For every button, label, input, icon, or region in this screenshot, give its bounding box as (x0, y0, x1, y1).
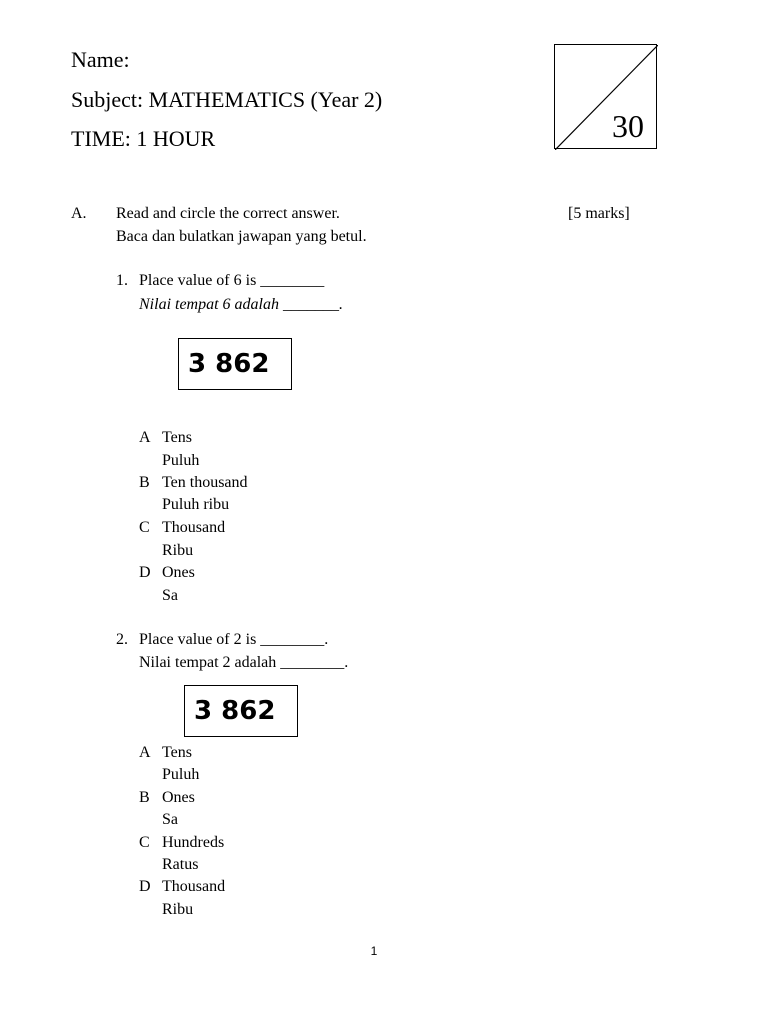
name-label: Name: (71, 47, 130, 72)
option-text-en: Tens (162, 429, 192, 446)
option-key: D (139, 878, 151, 895)
score-box (554, 44, 657, 149)
score-total: 30 (612, 108, 644, 144)
number-box: 3 862 (178, 338, 292, 390)
question-prompt-en: Place value of 6 is ________ (139, 272, 325, 289)
option-text-ms: Sa (162, 587, 178, 604)
section-instruction-en: Read and circle the correct answer. (116, 205, 340, 222)
option-text-ms: Ribu (162, 542, 194, 559)
option-key: B (139, 789, 150, 806)
option-key: C (139, 519, 150, 536)
number-box: 3 862 (184, 685, 298, 737)
question-prompt-en: Place value of 2 is ________. (139, 631, 329, 648)
option-text-ms: Ribu (162, 901, 194, 918)
question-prompt-ms: Nilai tempat 2 adalah ________. (139, 654, 349, 671)
option-key: D (139, 564, 151, 581)
section-marks: [5 marks] (568, 205, 630, 222)
time-label: TIME: 1 HOUR (71, 126, 216, 151)
section-instruction-ms: Baca dan bulatkan jawapan yang betul. (116, 228, 367, 245)
question-number: 1. (116, 272, 128, 289)
option-text-en: Thousand (162, 878, 226, 895)
option-text-en: Thousand (162, 519, 226, 536)
option-key: A (139, 429, 151, 446)
question-prompt-ms: Nilai tempat 6 adalah _______. (139, 296, 343, 313)
option-key: B (139, 474, 150, 491)
option-text-ms: Sa (162, 811, 178, 828)
option-text-en: Hundreds (162, 834, 225, 851)
option-text-en: Ten thousand (162, 474, 248, 491)
section-letter: A. (71, 205, 87, 222)
page-number: 1 (370, 944, 378, 958)
option-text-ms: Puluh (162, 452, 200, 469)
option-text-ms: Puluh ribu (162, 496, 230, 513)
subject-label: Subject: MATHEMATICS (Year 2) (71, 87, 383, 112)
option-key: A (139, 744, 151, 761)
option-text-en: Tens (162, 744, 192, 761)
option-text-ms: Ratus (162, 856, 199, 873)
option-text-ms: Puluh (162, 766, 200, 783)
option-text-en: Ones (162, 564, 195, 581)
question-number: 2. (116, 631, 128, 648)
option-key: C (139, 834, 150, 851)
option-text-en: Ones (162, 789, 195, 806)
